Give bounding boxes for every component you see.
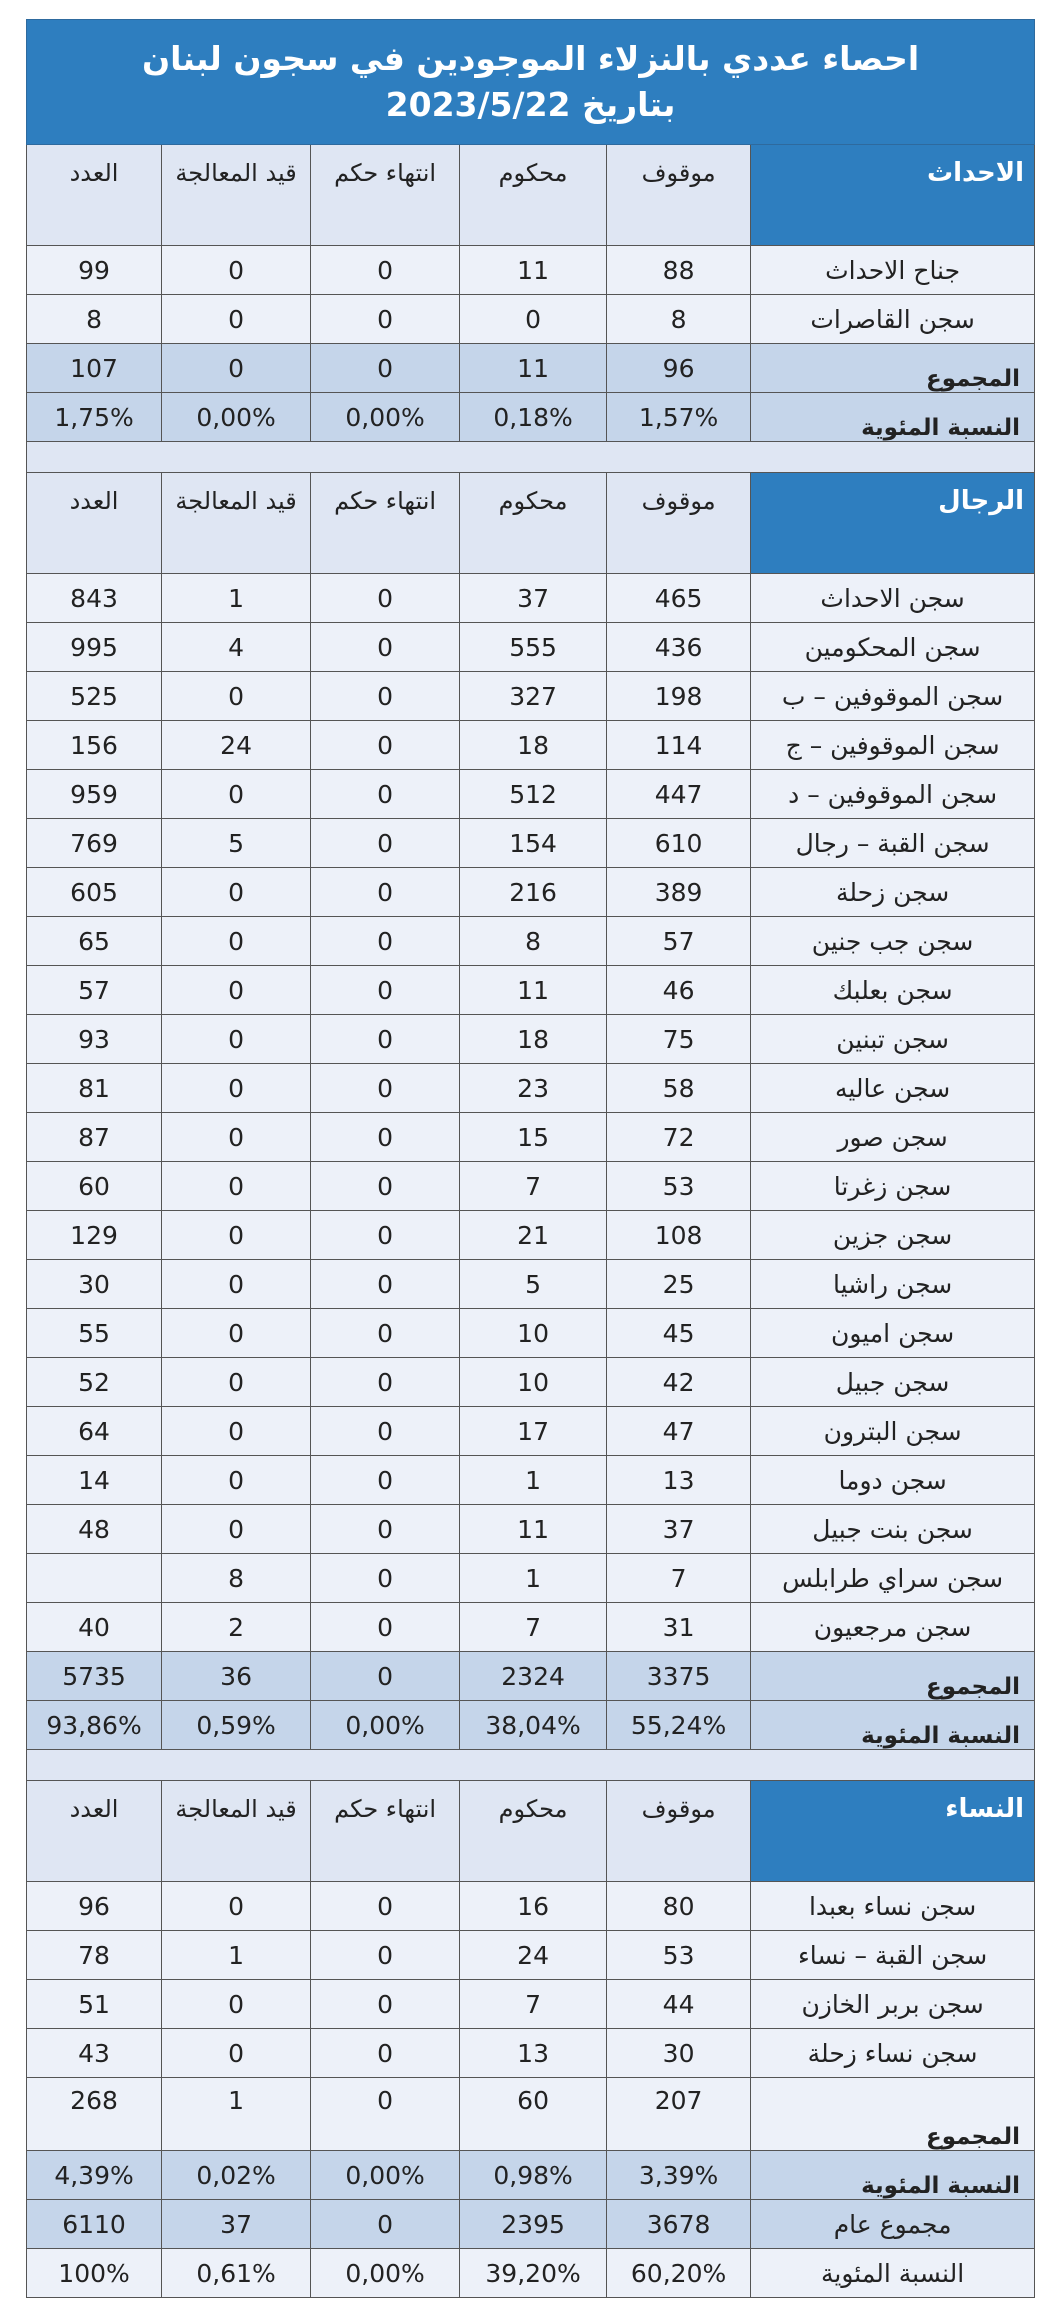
- grand-percentage-label: النسبة المئوية: [751, 2249, 1035, 2298]
- table-row: [27, 1015, 1035, 1064]
- prison-name: سجن اميون: [751, 1309, 1035, 1358]
- table-cell: 8: [27, 295, 162, 344]
- table-cell: 0: [311, 1603, 460, 1652]
- prison-name: سجن جزين: [751, 1211, 1035, 1260]
- table-cell: 0: [311, 966, 460, 1015]
- grand-percentage-cell: 0,61%: [162, 2249, 311, 2298]
- table-cell: 0: [162, 1015, 311, 1064]
- table-cell: 0: [311, 1113, 460, 1162]
- table-cell: 16: [460, 1882, 607, 1931]
- table-cell: 51: [27, 1980, 162, 2029]
- table-row: [27, 1211, 1035, 1260]
- table-cell: 7: [460, 1162, 607, 1211]
- percentage-row: [27, 2151, 1035, 2200]
- table-cell: 53: [607, 1931, 751, 1980]
- table-cell: 0: [162, 1309, 311, 1358]
- table-cell: 436: [607, 623, 751, 672]
- table-cell: 114: [607, 721, 751, 770]
- grand-total-cell: 3678: [607, 2200, 751, 2249]
- table-cell: 10: [460, 1309, 607, 1358]
- prison-name: سجن زحلة: [751, 868, 1035, 917]
- divider: [27, 1750, 1035, 1781]
- table-cell: 769: [27, 819, 162, 868]
- percentage-cell: 93,86%: [27, 1701, 162, 1750]
- table-cell: 0: [162, 295, 311, 344]
- column-header: محكوم: [460, 1781, 607, 1882]
- table-cell: 44: [607, 1980, 751, 2029]
- table-cell: 1: [460, 1456, 607, 1505]
- table-cell: 13: [460, 2029, 607, 2078]
- table-cell: 88: [607, 246, 751, 295]
- table-cell: [27, 1554, 162, 1603]
- table-cell: 610: [607, 819, 751, 868]
- percentage-cell: 0,18%: [460, 393, 607, 442]
- column-header: موقوف: [607, 145, 751, 246]
- table-cell: 0: [311, 721, 460, 770]
- table-row: [27, 574, 1035, 623]
- table-cell: 21: [460, 1211, 607, 1260]
- table-cell: 0: [162, 1260, 311, 1309]
- column-header: انتهاء حكم: [311, 1781, 460, 1882]
- table-cell: 43: [27, 2029, 162, 2078]
- column-header: العدد: [27, 473, 162, 574]
- percentage-cell: 0,00%: [311, 393, 460, 442]
- table-row: [27, 672, 1035, 721]
- table-cell: 46: [607, 966, 751, 1015]
- table-row: [27, 1882, 1035, 1931]
- prison-name: سجن بنت جبيل: [751, 1505, 1035, 1554]
- table-cell: 4: [162, 623, 311, 672]
- table-cell: 0: [311, 1358, 460, 1407]
- table-cell: 0: [311, 1260, 460, 1309]
- table-cell: 0: [311, 246, 460, 295]
- percentage-cell: 0,00%: [311, 2151, 460, 2200]
- table-row: [27, 246, 1035, 295]
- table-cell: 37: [607, 1505, 751, 1554]
- grand-percentage-cell: 0,00%: [311, 2249, 460, 2298]
- table-row: [27, 2029, 1035, 2078]
- prison-name: سجن دوما: [751, 1456, 1035, 1505]
- table-cell: 17: [460, 1407, 607, 1456]
- table-cell: 81: [27, 1064, 162, 1113]
- table-cell: 0: [311, 1554, 460, 1603]
- percentage-cell: 0,59%: [162, 1701, 311, 1750]
- table-cell: 64: [27, 1407, 162, 1456]
- table-cell: 52: [27, 1358, 162, 1407]
- column-header: انتهاء حكم: [311, 145, 460, 246]
- prison-name: سجن صور: [751, 1113, 1035, 1162]
- total-cell: 1: [162, 2078, 311, 2151]
- table-row: [27, 1309, 1035, 1358]
- table-cell: 78: [27, 1931, 162, 1980]
- table-cell: 5: [460, 1260, 607, 1309]
- table-cell: 0: [311, 2029, 460, 2078]
- table-cell: 0: [162, 1882, 311, 1931]
- table-row: [27, 1931, 1035, 1980]
- percentage-row: [27, 393, 1035, 442]
- table-cell: 80: [607, 1882, 751, 1931]
- total-row: [27, 344, 1035, 393]
- total-cell: 36: [162, 1652, 311, 1701]
- table-cell: 72: [607, 1113, 751, 1162]
- table-cell: 465: [607, 574, 751, 623]
- prison-name: سجن نساء زحلة: [751, 2029, 1035, 2078]
- table-cell: 8: [162, 1554, 311, 1603]
- prison-name: سجن جبيل: [751, 1358, 1035, 1407]
- grand-percentage-cell: 39,20%: [460, 2249, 607, 2298]
- table-cell: 0: [311, 770, 460, 819]
- prison-name: سجن الموقوفين – د: [751, 770, 1035, 819]
- table-cell: 0: [311, 1407, 460, 1456]
- prison-name: سجن القاصرات: [751, 295, 1035, 344]
- table-cell: 5: [162, 819, 311, 868]
- table-cell: 0: [311, 819, 460, 868]
- table-cell: 156: [27, 721, 162, 770]
- prison-name: سجن القبة – نساء: [751, 1931, 1035, 1980]
- total-cell: 2324: [460, 1652, 607, 1701]
- prison-name: سجن القبة – رجال: [751, 819, 1035, 868]
- table-cell: 8: [460, 917, 607, 966]
- table-title: [27, 20, 1035, 145]
- table-row: [27, 1064, 1035, 1113]
- table-cell: 0: [311, 1505, 460, 1554]
- table-cell: 959: [27, 770, 162, 819]
- table-cell: 447: [607, 770, 751, 819]
- total-cell: 11: [460, 344, 607, 393]
- column-header: موقوف: [607, 1781, 751, 1882]
- table-cell: 216: [460, 868, 607, 917]
- column-header: العدد: [27, 145, 162, 246]
- table-cell: 57: [607, 917, 751, 966]
- total-row: [27, 2078, 1035, 2151]
- table-cell: 0: [162, 917, 311, 966]
- table-cell: 0: [311, 1064, 460, 1113]
- table-cell: 0: [311, 623, 460, 672]
- grand-percentage-cell: 60,20%: [607, 2249, 751, 2298]
- percentage-label: النسبة المئوية: [751, 393, 1035, 442]
- prison-name: سجن عاليه: [751, 1064, 1035, 1113]
- table-cell: 0: [311, 917, 460, 966]
- table-cell: 512: [460, 770, 607, 819]
- column-header: قيد المعالجة: [162, 1781, 311, 1882]
- table-cell: 843: [27, 574, 162, 623]
- percentage-cell: 0,00%: [162, 393, 311, 442]
- percentage-row: [27, 1701, 1035, 1750]
- table-cell: 15: [460, 1113, 607, 1162]
- total-row: [27, 1652, 1035, 1701]
- table-cell: 13: [607, 1456, 751, 1505]
- column-header: العدد: [27, 1781, 162, 1882]
- table-cell: 0: [311, 1309, 460, 1358]
- table-row: [27, 868, 1035, 917]
- total-cell: 268: [27, 2078, 162, 2151]
- table-cell: 75: [607, 1015, 751, 1064]
- prison-name: سجن البترون: [751, 1407, 1035, 1456]
- total-label: المجموع: [751, 2078, 1035, 2151]
- prison-name: سجن الموقوفين – ج: [751, 721, 1035, 770]
- prison-name: سجن بعلبك: [751, 966, 1035, 1015]
- total-cell: 5735: [27, 1652, 162, 1701]
- table-cell: 0: [162, 2029, 311, 2078]
- table-row: [27, 966, 1035, 1015]
- table-cell: 0: [162, 1980, 311, 2029]
- prison-name: جناح الاحداث: [751, 246, 1035, 295]
- percentage-label: النسبة المئوية: [751, 1701, 1035, 1750]
- table-cell: 87: [27, 1113, 162, 1162]
- table-row: [27, 1603, 1035, 1652]
- table-cell: 0: [162, 1211, 311, 1260]
- table-cell: 11: [460, 246, 607, 295]
- table-cell: 25: [607, 1260, 751, 1309]
- prison-name: سجن سراي طرابلس: [751, 1554, 1035, 1603]
- column-header: محكوم: [460, 145, 607, 246]
- table-cell: 0: [162, 1456, 311, 1505]
- table-cell: 48: [27, 1505, 162, 1554]
- section-header: [27, 1781, 1035, 1882]
- percentage-cell: 0,02%: [162, 2151, 311, 2200]
- total-label: المجموع: [751, 344, 1035, 393]
- table-cell: 0: [311, 1980, 460, 2029]
- table-cell: 7: [460, 1603, 607, 1652]
- title-date: بتاريخ 2023/5/22: [385, 85, 676, 124]
- table-row: [27, 1980, 1035, 2029]
- table-cell: 53: [607, 1162, 751, 1211]
- table-cell: 14: [27, 1456, 162, 1505]
- grand-total-cell: 2395: [460, 2200, 607, 2249]
- table-cell: 93: [27, 1015, 162, 1064]
- table-cell: 57: [27, 966, 162, 1015]
- column-header: قيد المعالجة: [162, 145, 311, 246]
- table-row: [27, 917, 1035, 966]
- grand-total-cell: 37: [162, 2200, 311, 2249]
- table-row: [27, 1505, 1035, 1554]
- table-cell: 0: [162, 1064, 311, 1113]
- prison-name: سجن الاحداث: [751, 574, 1035, 623]
- section-title: الرجال: [751, 473, 1035, 574]
- prison-name: سجن زغرتا: [751, 1162, 1035, 1211]
- table-cell: 65: [27, 917, 162, 966]
- total-cell: 3375: [607, 1652, 751, 1701]
- table-cell: 99: [27, 246, 162, 295]
- table-cell: 0: [162, 868, 311, 917]
- table-cell: 37: [460, 574, 607, 623]
- table-cell: 1: [162, 1931, 311, 1980]
- table-cell: 108: [607, 1211, 751, 1260]
- table-cell: 58: [607, 1064, 751, 1113]
- table-cell: 10: [460, 1358, 607, 1407]
- prison-name: سجن راشيا: [751, 1260, 1035, 1309]
- column-header: انتهاء حكم: [311, 473, 460, 574]
- grand-percentage-row: [27, 2249, 1035, 2298]
- total-cell: 0: [162, 344, 311, 393]
- table-row: [27, 1113, 1035, 1162]
- table-cell: 0: [162, 672, 311, 721]
- prison-name: سجن مرجعيون: [751, 1603, 1035, 1652]
- table-cell: 31: [607, 1603, 751, 1652]
- table-cell: 0: [162, 1113, 311, 1162]
- section-header: [27, 473, 1035, 574]
- table-cell: 24: [162, 721, 311, 770]
- table-cell: 129: [27, 1211, 162, 1260]
- table-row: [27, 1554, 1035, 1603]
- table-cell: 605: [27, 868, 162, 917]
- table-cell: 40: [27, 1603, 162, 1652]
- percentage-cell: 0,00%: [311, 1701, 460, 1750]
- table-cell: 0: [311, 1211, 460, 1260]
- table-cell: 42: [607, 1358, 751, 1407]
- total-cell: 96: [607, 344, 751, 393]
- table-row: [27, 819, 1035, 868]
- table-cell: 0: [311, 1882, 460, 1931]
- spacer-row: [27, 442, 1035, 473]
- table-cell: 18: [460, 721, 607, 770]
- percentage-cell: 38,04%: [460, 1701, 607, 1750]
- table-cell: 30: [607, 2029, 751, 2078]
- table-cell: 24: [460, 1931, 607, 1980]
- table-row: [27, 1456, 1035, 1505]
- percentage-cell: 0,98%: [460, 2151, 607, 2200]
- table-cell: 0: [162, 1358, 311, 1407]
- table-cell: 7: [460, 1980, 607, 2029]
- table-cell: 0: [311, 1931, 460, 1980]
- section-header: [27, 145, 1035, 246]
- prison-name: سجن نساء بعبدا: [751, 1882, 1035, 1931]
- prison-name: سجن جب جنين: [751, 917, 1035, 966]
- table-cell: 0: [311, 1456, 460, 1505]
- table-cell: 0: [311, 672, 460, 721]
- total-cell: 0: [311, 1652, 460, 1701]
- grand-total-label: مجموع عام: [751, 2200, 1035, 2249]
- percentage-cell: 3,39%: [607, 2151, 751, 2200]
- column-header: محكوم: [460, 473, 607, 574]
- prisoners-statistics-table: [26, 19, 1034, 2298]
- table-cell: 995: [27, 623, 162, 672]
- percentage-label: النسبة المئوية: [751, 2151, 1035, 2200]
- table-cell: 0: [162, 966, 311, 1015]
- column-header: قيد المعالجة: [162, 473, 311, 574]
- table-cell: 11: [460, 966, 607, 1015]
- table-row: [27, 1162, 1035, 1211]
- table-row: [27, 721, 1035, 770]
- section-title: الاحداث: [751, 145, 1035, 246]
- table-cell: 7: [607, 1554, 751, 1603]
- table-cell: 0: [460, 295, 607, 344]
- grand-total-row: [27, 2200, 1035, 2249]
- table-row: [27, 623, 1035, 672]
- divider: [27, 442, 1035, 473]
- table-cell: 198: [607, 672, 751, 721]
- table-cell: 8: [607, 295, 751, 344]
- spacer-row: [27, 1750, 1035, 1781]
- prison-name: سجن تبنين: [751, 1015, 1035, 1064]
- table-cell: 1: [460, 1554, 607, 1603]
- percentage-cell: 1,57%: [607, 393, 751, 442]
- table-cell: 555: [460, 623, 607, 672]
- percentage-cell: 1,75%: [27, 393, 162, 442]
- table-cell: 0: [162, 770, 311, 819]
- prison-name: سجن بربر الخازن: [751, 1980, 1035, 2029]
- table-cell: 30: [27, 1260, 162, 1309]
- table-cell: 47: [607, 1407, 751, 1456]
- table-cell: 0: [311, 295, 460, 344]
- section-title: النساء: [751, 1781, 1035, 1882]
- total-cell: 0: [311, 2078, 460, 2151]
- grand-total-cell: 0: [311, 2200, 460, 2249]
- table-cell: 18: [460, 1015, 607, 1064]
- table-cell: 0: [162, 1505, 311, 1554]
- total-cell: 207: [607, 2078, 751, 2151]
- table-cell: 0: [162, 1407, 311, 1456]
- table-cell: 11: [460, 1505, 607, 1554]
- total-cell: 107: [27, 344, 162, 393]
- column-header: موقوف: [607, 473, 751, 574]
- table-row: [27, 770, 1035, 819]
- table-cell: 0: [311, 1162, 460, 1211]
- table-row: [27, 1358, 1035, 1407]
- total-label: المجموع: [751, 1652, 1035, 1701]
- title-line: احصاء عددي بالنزلاء الموجودين في سجون لبنان: [141, 39, 920, 78]
- table-cell: 525: [27, 672, 162, 721]
- table-cell: 0: [162, 1162, 311, 1211]
- table-cell: 0: [162, 246, 311, 295]
- table-cell: 154: [460, 819, 607, 868]
- table-cell: 1: [162, 574, 311, 623]
- table-cell: 0: [311, 1015, 460, 1064]
- percentage-cell: 4,39%: [27, 2151, 162, 2200]
- table-row: [27, 1407, 1035, 1456]
- percentage-cell: 55,24%: [607, 1701, 751, 1750]
- table-cell: 55: [27, 1309, 162, 1358]
- table-cell: 23: [460, 1064, 607, 1113]
- grand-percentage-cell: 100%: [27, 2249, 162, 2298]
- table-cell: 96: [27, 1882, 162, 1931]
- table-cell: 2: [162, 1603, 311, 1652]
- table-row: [27, 295, 1035, 344]
- prison-name: سجن الموقوفين – ب: [751, 672, 1035, 721]
- prison-name: سجن المحكومين: [751, 623, 1035, 672]
- table-cell: 45: [607, 1309, 751, 1358]
- table-cell: 0: [311, 868, 460, 917]
- table-cell: 60: [27, 1162, 162, 1211]
- table-row: [27, 1260, 1035, 1309]
- total-cell: 60: [460, 2078, 607, 2151]
- table-cell: 0: [311, 574, 460, 623]
- table-cell: 389: [607, 868, 751, 917]
- grand-total-cell: 6110: [27, 2200, 162, 2249]
- table-cell: 327: [460, 672, 607, 721]
- total-cell: 0: [311, 344, 460, 393]
